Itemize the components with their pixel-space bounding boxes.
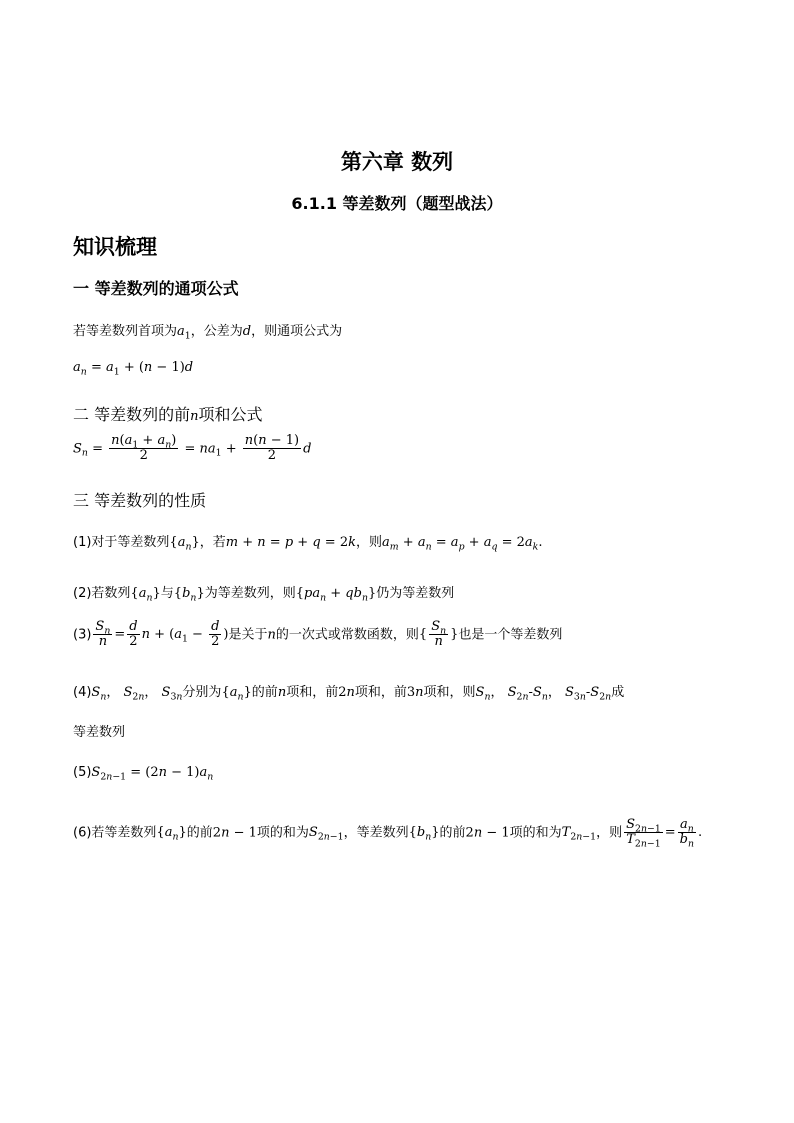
general-term-formula: $a_n = a_1 + (n - 1)d$ [73, 360, 194, 378]
part1-text: 若等差数列首项为$a_1$，公差为d，则通项公式为 [73, 324, 343, 342]
property-6: (6)若等差数列$\{a_n\}$的前2n − 1项的和为$S_{2n-1}$，等差数列$\{b_n\}$的前2n − 1项的和为$T_{2n-1}$，则 $\frac{S_{2n-1}}{T_{2n-1}}$ = $\frac{a_n}{b_n}$ . [73, 817, 703, 850]
property-4-line2: 等差数列 [73, 725, 126, 740]
property-4-line1: $(4)S_n$， $S_{2n}$， $S_{3n}$分别为$\{a_n\}$的前n项和，前2n项和，前3n项和，则$S_n$， $S_{2n}-S_n$， $S_{3n}-S_{2n}$成 [73, 685, 625, 703]
part2-title: 二 等差数列的前n项和公式 [73, 405, 263, 424]
property-5: $(5)S_{2n-1} = (2n - 1)a_n$ [73, 765, 214, 783]
property-2: (2)若数列$\{a_n\}$与$\{b_n\}$为等差数列，则$\{pa_n + qb_n\}$仍为等差数列 [73, 586, 455, 604]
part1-title: 一 等差数列的通项公式 [73, 279, 239, 298]
sum-formula: $S_n$ = $\frac{n(a_1 + a_n)}{2}$ = $na_1$ + $\frac{n(n - 1)}{2}$ d [73, 433, 312, 464]
property-3: (3) $\frac{S_n}{n}$ = $\frac{d}{2}$ $n + (a_1$ − $\frac{d}{2}$ )是关于n的一次式或常数函数，则{ $\frac{S_n}{n}$ }也是一个等差数列 [73, 619, 563, 650]
knowledge-heading: 知识梳理 [73, 235, 157, 259]
section-title: 6.1.1 等差数列（题型战法） [291, 194, 503, 213]
part3-title: 三 等差数列的性质 [73, 491, 207, 510]
chapter-title: 第六章 数列 [340, 150, 454, 174]
property-1: (1)对于等差数列$\{a_n\}$，若m + n = p + q = 2k，则$a_m + a_n = a_p + a_q = 2a_k$. [73, 535, 543, 553]
